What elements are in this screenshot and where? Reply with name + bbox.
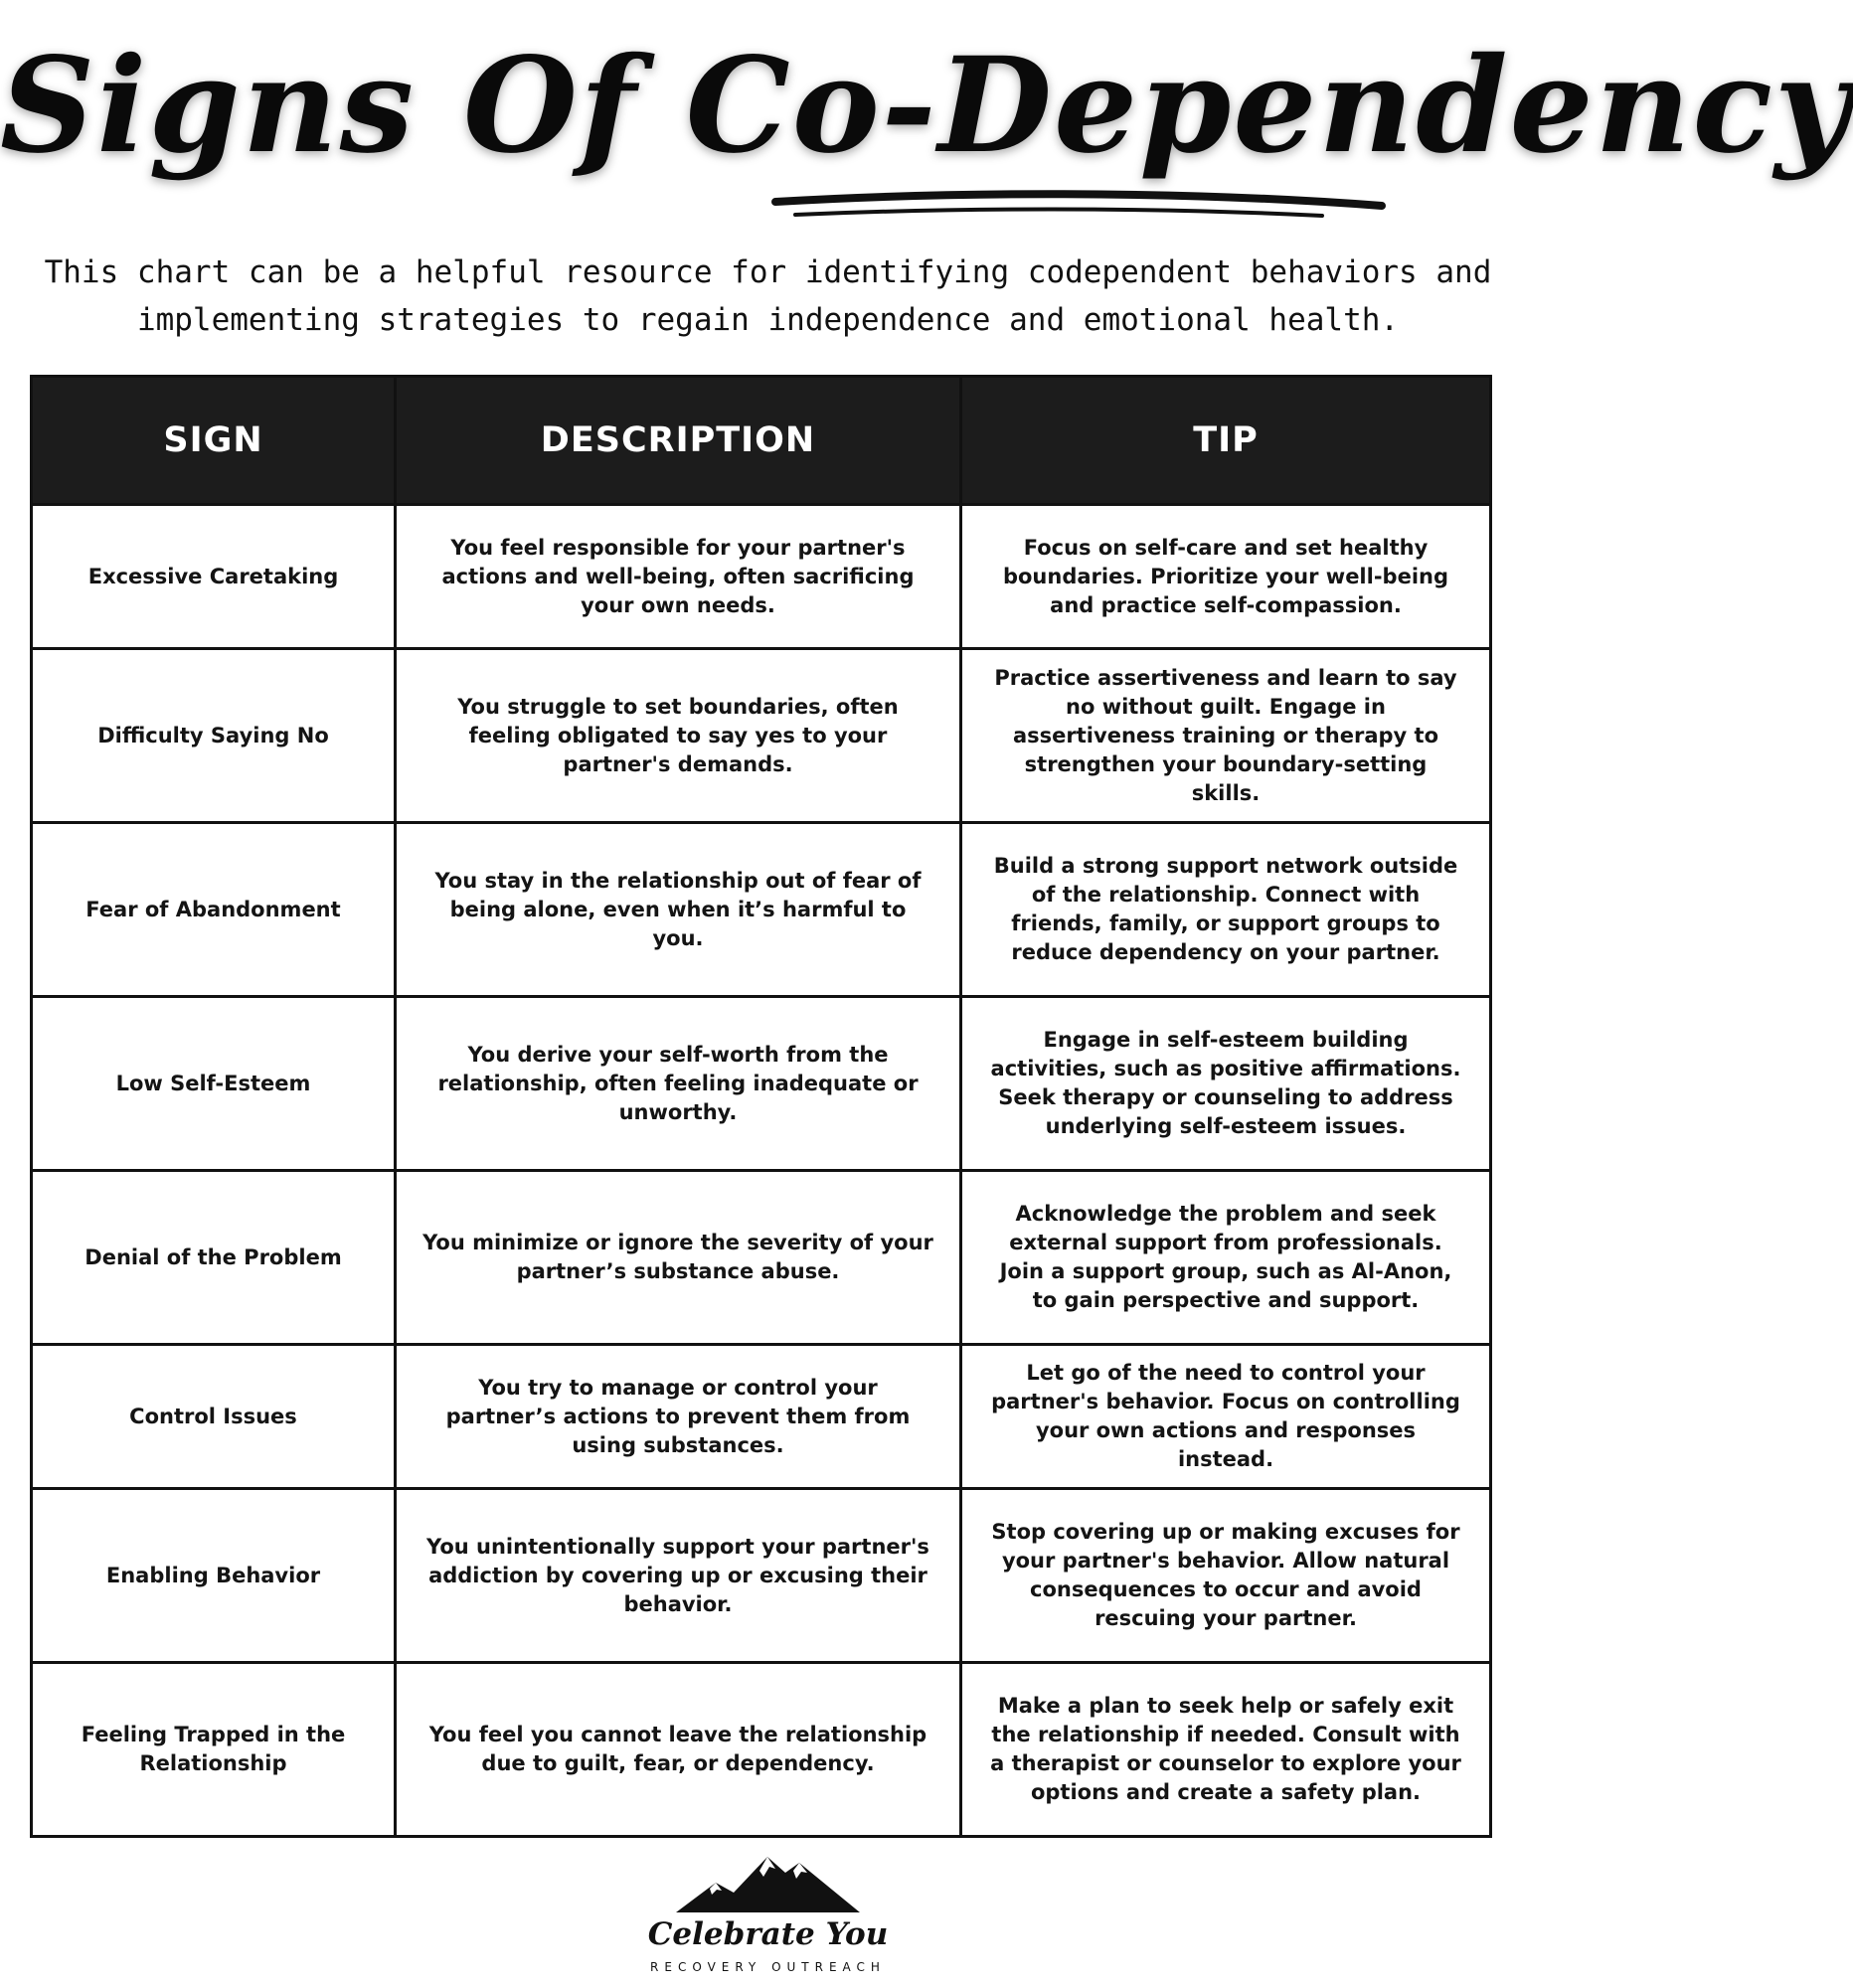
sign-cell: Difficulty Saying No xyxy=(32,649,396,823)
table-row xyxy=(32,1345,1491,1489)
tip-cell: Practice assertiveness and learn to say no without guilt. Engage in assertiveness training or therapy to strengthen your boundary-setting skills. xyxy=(961,649,1491,823)
table-header-row xyxy=(32,377,1491,505)
column-header-sign: SIGN xyxy=(32,377,396,505)
description-cell: You minimize or ignore the severity of your partner’s substance abuse. xyxy=(396,1171,961,1345)
sign-cell: Enabling Behavior xyxy=(32,1489,396,1663)
codependency-chart-table xyxy=(30,375,1492,1838)
logo-tagline: RECOVERY OUTREACH xyxy=(650,1960,886,1974)
logo-name: Celebrate You xyxy=(647,1916,889,1952)
mountain-icon xyxy=(676,1851,860,1916)
tip-cell: Build a strong support network outside of the relationship. Connect with friends, family, or support groups to reduce dependency on your partner. xyxy=(961,823,1491,997)
tip-cell: Make a plan to seek help or safely exit the relationship if needed. Consult with a therapist or counselor to explore your options and create a safety plan. xyxy=(961,1663,1491,1837)
table-row xyxy=(32,505,1491,649)
tip-cell: Stop covering up or making excuses for your partner's behavior. Allow natural consequences to occur and avoid rescuing your partner. xyxy=(961,1489,1491,1663)
sign-cell: Low Self-Esteem xyxy=(32,997,396,1171)
description-cell: You unintentionally support your partner's addiction by covering up or excusing their behavior. xyxy=(396,1489,961,1663)
table-row xyxy=(32,823,1491,997)
description-cell: You struggle to set boundaries, often feeling obligated to say yes to your partner's demands. xyxy=(396,649,961,823)
table-row xyxy=(32,997,1491,1171)
description-cell: You stay in the relationship out of fear of being alone, even when it’s harmful to you. xyxy=(396,823,961,997)
description-cell: You feel you cannot leave the relationship due to guilt, fear, or dependency. xyxy=(396,1663,961,1837)
table-row xyxy=(32,649,1491,823)
sign-cell: Excessive Caretaking xyxy=(32,505,396,649)
description-cell: You feel responsible for your partner's actions and well-being, often sacrificing your own needs. xyxy=(396,505,961,649)
tip-cell: Let go of the need to control your partner's behavior. Focus on controlling your own actions and responses instead. xyxy=(961,1345,1491,1489)
description-cell: You try to manage or control your partner’s actions to prevent them from using substances. xyxy=(396,1345,961,1489)
tip-cell: Engage in self-esteem building activities, such as positive affirmations. Seek therapy or counseling to address underlying self-esteem issues. xyxy=(961,997,1491,1171)
sign-cell: Fear of Abandonment xyxy=(32,823,396,997)
sign-cell: Control Issues xyxy=(32,1345,396,1489)
sign-cell: Feeling Trapped in the Relationship xyxy=(32,1663,396,1837)
column-header-tip: TIP xyxy=(961,377,1491,505)
table-row xyxy=(32,1489,1491,1663)
footer-logo xyxy=(616,1851,920,1980)
description-cell: You derive your self-worth from the relationship, often feeling inadequate or unworthy. xyxy=(396,997,961,1171)
page-title: Signs Of Co-Dependency xyxy=(0,29,1853,183)
table-row xyxy=(32,1171,1491,1345)
column-header-description: DESCRIPTION xyxy=(396,377,961,505)
tip-cell: Acknowledge the problem and seek external support from professionals. Join a support group, such as Al-Anon, to gain perspective and support. xyxy=(961,1171,1491,1345)
tip-cell: Focus on self-care and set healthy boundaries. Prioritize your well-being and practice self-compassion. xyxy=(961,505,1491,649)
sign-cell: Denial of the Problem xyxy=(32,1171,396,1345)
intro-text: This chart can be a helpful resource for identifying codependent behaviors and implementing strategies to regain independence and emotional health. xyxy=(44,254,1492,338)
table-row xyxy=(32,1663,1491,1837)
page-title-block xyxy=(0,10,1853,229)
title-underline-swash-icon xyxy=(0,10,1853,229)
